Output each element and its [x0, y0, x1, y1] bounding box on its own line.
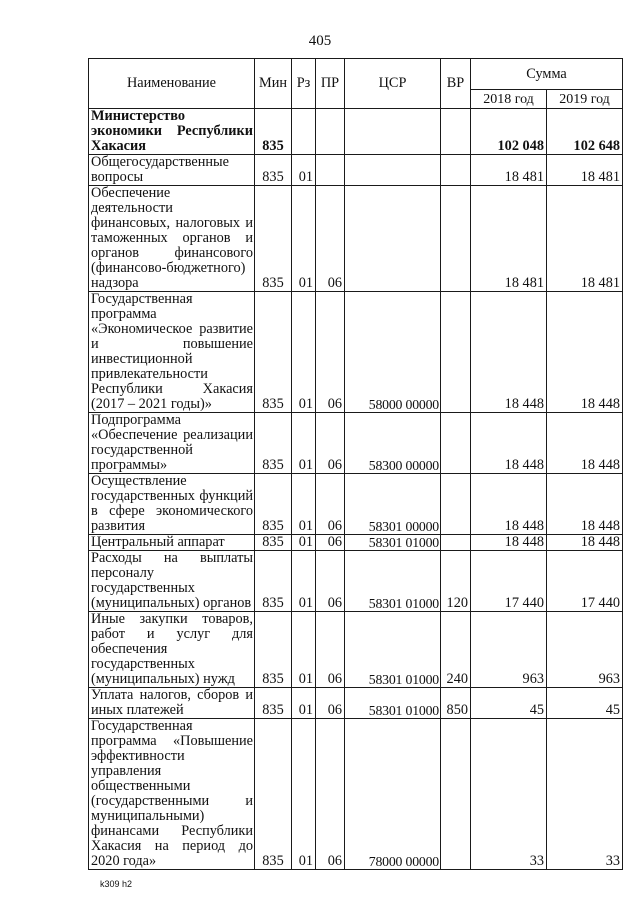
cell-sum-2019: 18 448 [547, 413, 623, 474]
cell-min: 835 [255, 413, 292, 474]
header-sum: Сумма [471, 59, 623, 90]
cell-pr: 06 [316, 551, 345, 612]
cell-name: Министерство экономики Республики Хакасия [89, 109, 255, 155]
cell-name: Центральный аппарат [89, 535, 255, 551]
table-row [89, 474, 623, 535]
cell-sum-2019: 102 648 [547, 109, 623, 155]
cell-rz: 01 [292, 186, 316, 292]
cell-name: Государственная программа «Повышение эффективности управления общественными (государственными и муниципальными) финансами Республики Хакасия на период до 2020 года» [89, 719, 255, 870]
cell-min: 835 [255, 551, 292, 612]
table-row [89, 109, 623, 155]
cell-pr: 06 [316, 612, 345, 688]
cell-sum-2019: 18 448 [547, 535, 623, 551]
table-row [89, 186, 623, 292]
footer-code: k309 h2 [100, 879, 133, 889]
cell-csr [345, 109, 441, 155]
cell-vr [441, 186, 471, 292]
cell-min: 835 [255, 186, 292, 292]
cell-min: 835 [255, 719, 292, 870]
cell-rz: 01 [292, 535, 316, 551]
header-min: Мин [255, 59, 292, 109]
page-number: 405 [308, 33, 332, 49]
cell-pr [316, 109, 345, 155]
cell-vr [441, 474, 471, 535]
cell-sum-2018: 102 048 [471, 109, 547, 155]
cell-min: 835 [255, 612, 292, 688]
cell-rz: 01 [292, 719, 316, 870]
cell-name: Общегосударственные вопросы [89, 155, 255, 186]
header-rz: Рз [292, 59, 316, 109]
cell-rz: 01 [292, 551, 316, 612]
cell-pr: 06 [316, 292, 345, 413]
cell-csr [345, 155, 441, 186]
header-pr: ПР [316, 59, 345, 109]
cell-rz: 01 [292, 688, 316, 719]
cell-rz [292, 109, 316, 155]
cell-sum-2018: 45 [471, 688, 547, 719]
cell-csr [345, 186, 441, 292]
table-row [89, 719, 623, 870]
cell-name: Обеспечение деятельности финансовых, налоговых и таможенных органов и органов финансового (финансово-бюджетного) надзора [89, 186, 255, 292]
cell-vr: 120 [441, 551, 471, 612]
cell-name: Иные закупки товаров, работ и услуг для обеспечения государственных (муниципальных) нужд [89, 612, 255, 688]
table-row [89, 413, 623, 474]
table-row [89, 551, 623, 612]
cell-vr [441, 535, 471, 551]
table-row [89, 155, 623, 186]
cell-rz: 01 [292, 413, 316, 474]
cell-vr: 240 [441, 612, 471, 688]
table-row [89, 535, 623, 551]
cell-name: Подпрограмма «Обеспечение реализации государственной программы» [89, 413, 255, 474]
cell-vr [441, 413, 471, 474]
cell-sum-2018: 18 448 [471, 535, 547, 551]
cell-min: 835 [255, 535, 292, 551]
cell-sum-2018: 18 448 [471, 413, 547, 474]
header-year-2018: 2018 год [471, 90, 547, 109]
header-csr: ЦСР [345, 59, 441, 109]
cell-name: Уплата налогов, сборов и иных платежей [89, 688, 255, 719]
cell-sum-2018: 18 481 [471, 186, 547, 292]
cell-csr: 58301 00000 [345, 474, 441, 535]
header-vr: ВР [441, 59, 471, 109]
cell-csr: 58301 01000 [345, 535, 441, 551]
cell-sum-2018: 18 481 [471, 155, 547, 186]
cell-pr: 06 [316, 186, 345, 292]
cell-rz: 01 [292, 155, 316, 186]
cell-vr: 850 [441, 688, 471, 719]
cell-sum-2019: 18 448 [547, 292, 623, 413]
cell-csr: 58301 01000 [345, 688, 441, 719]
cell-sum-2018: 17 440 [471, 551, 547, 612]
cell-name: Осуществление государственных функций в сфере экономического развития [89, 474, 255, 535]
cell-rz: 01 [292, 474, 316, 535]
cell-sum-2018: 18 448 [471, 292, 547, 413]
cell-vr [441, 109, 471, 155]
cell-min: 835 [255, 292, 292, 413]
cell-sum-2019: 45 [547, 688, 623, 719]
table-header-row [89, 59, 623, 90]
cell-sum-2019: 18 481 [547, 155, 623, 186]
cell-csr: 58300 00000 [345, 413, 441, 474]
cell-pr: 06 [316, 413, 345, 474]
cell-rz: 01 [292, 292, 316, 413]
header-name: Наименование [89, 59, 255, 109]
cell-sum-2018: 33 [471, 719, 547, 870]
cell-vr [441, 719, 471, 870]
cell-sum-2018: 963 [471, 612, 547, 688]
cell-csr: 58301 01000 [345, 612, 441, 688]
table-row [89, 292, 623, 413]
cell-pr: 06 [316, 535, 345, 551]
table-row [89, 612, 623, 688]
cell-csr: 58000 00000 [345, 292, 441, 413]
header-year-2019: 2019 год [547, 90, 623, 109]
cell-sum-2019: 18 448 [547, 474, 623, 535]
cell-min: 835 [255, 688, 292, 719]
budget-table [88, 58, 623, 870]
cell-pr: 06 [316, 688, 345, 719]
cell-csr: 58301 01000 [345, 551, 441, 612]
cell-vr [441, 155, 471, 186]
cell-pr: 06 [316, 474, 345, 535]
cell-min: 835 [255, 155, 292, 186]
cell-vr [441, 292, 471, 413]
cell-pr: 06 [316, 719, 345, 870]
cell-min: 835 [255, 109, 292, 155]
cell-pr [316, 155, 345, 186]
cell-sum-2019: 963 [547, 612, 623, 688]
cell-min: 835 [255, 474, 292, 535]
table-row [89, 688, 623, 719]
cell-sum-2019: 33 [547, 719, 623, 870]
cell-csr: 78000 00000 [345, 719, 441, 870]
cell-name: Государственная программа «Экономическое развитие и повышение инвестиционной привлекательности Республики Хакасия (2017 – 2021 годы)» [89, 292, 255, 413]
cell-rz: 01 [292, 612, 316, 688]
cell-sum-2018: 18 448 [471, 474, 547, 535]
cell-sum-2019: 17 440 [547, 551, 623, 612]
cell-name: Расходы на выплаты персоналу государственных (муниципальных) органов [89, 551, 255, 612]
cell-sum-2019: 18 481 [547, 186, 623, 292]
